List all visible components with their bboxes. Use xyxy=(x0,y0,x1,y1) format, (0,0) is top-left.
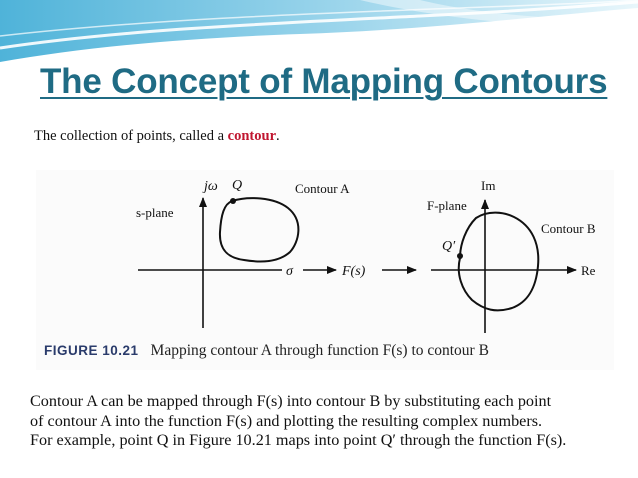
explanation-line: of contour A into the function F(s) and plotting the resulting complex numbers. xyxy=(30,411,543,430)
point-q-prime-label: Q′ xyxy=(442,239,456,254)
mapping-function-label: F(s) xyxy=(342,264,366,279)
header-swoosh-decoration xyxy=(0,0,638,70)
figure-number: FIGURE 10.21 xyxy=(44,343,139,358)
re-axis-label: Re xyxy=(581,263,596,278)
intro-sentence xyxy=(34,128,280,145)
jw-axis-label: jω xyxy=(204,179,218,194)
explanation-line: Contour A can be mapped through F(s) into contour B by substituting each point xyxy=(30,392,552,410)
sigma-axis-label: σ xyxy=(286,264,293,279)
point-q xyxy=(230,198,236,204)
figure-caption xyxy=(44,342,489,360)
intro-highlight-term: contour xyxy=(227,128,277,144)
s-plane-label: s-plane xyxy=(136,205,174,220)
mapping-diagram xyxy=(36,170,614,370)
f-plane-label: F-plane xyxy=(427,198,467,213)
explanation-line: For example, point Q in Figure 10.21 maps into point Q′ through the function F(s). xyxy=(30,431,567,449)
intro-suffix: . xyxy=(276,128,280,144)
im-axis-label: Im xyxy=(481,178,496,193)
intro-prefix: The collection of points, called a xyxy=(34,128,228,144)
mapping-figure xyxy=(36,170,614,370)
contour-a-label: Contour A xyxy=(295,181,350,196)
point-q-label: Q xyxy=(232,178,243,193)
slide-title: The Concept of Mapping Contours xyxy=(40,62,608,101)
explanation-paragraph xyxy=(30,392,620,451)
point-q-prime xyxy=(457,253,463,259)
figure-caption-text: Mapping contour A through function F(s) to contour B xyxy=(150,342,489,359)
contour-b-label: Contour B xyxy=(541,221,596,236)
